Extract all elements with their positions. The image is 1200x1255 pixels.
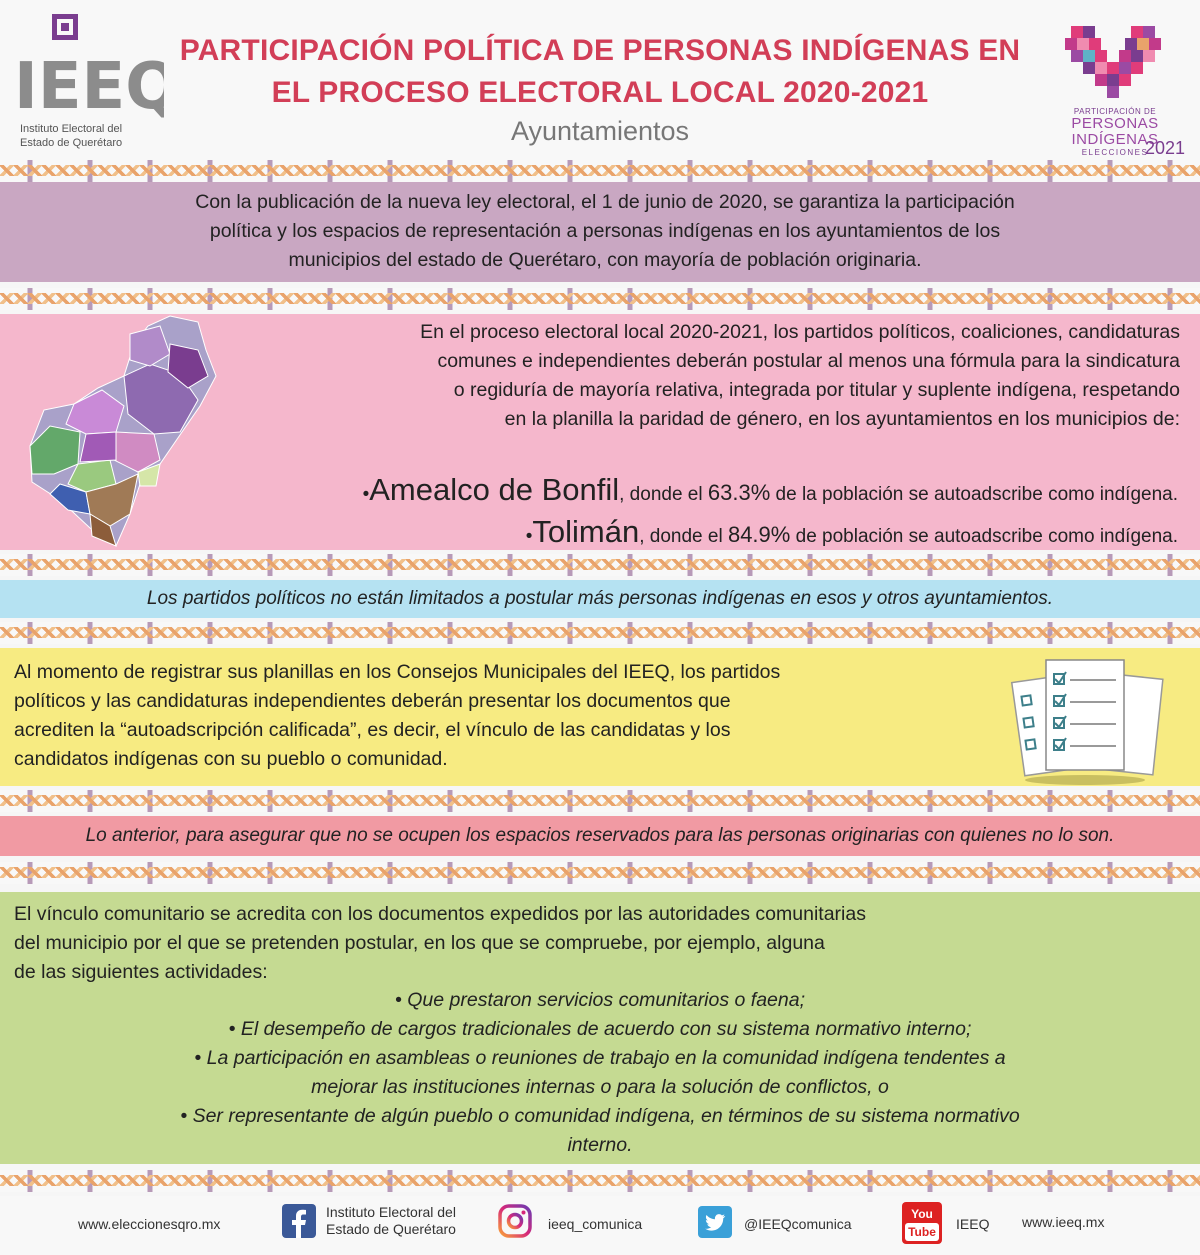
municipality-item: [230, 514, 1178, 550]
community-line1: El vínculo comunitario se acredita con los documentos expedidos por las autoridades comunitarias: [14, 903, 866, 925]
pattern-divider: [0, 790, 1200, 812]
register-text: [14, 658, 914, 774]
logo-caption-line2: Estado de Querétaro: [20, 137, 123, 149]
intro-line3: municipios del estado de Querétaro, con mayoría de población originaria.: [288, 249, 922, 271]
youtube-icon-top: You: [911, 1207, 933, 1221]
municipality-name: Tolimán: [532, 514, 640, 549]
queretaro-map-icon: [20, 314, 240, 550]
process-section: [0, 314, 1200, 550]
logo-caption-line1: Instituto Electoral del: [20, 123, 123, 135]
list-item: mejorar las instituciones internas o para la solución de conflictos, o: [311, 1076, 889, 1098]
list-item: • El desempeño de cargos tradicionales de acuerdo con su sistema normativo interno;: [228, 1018, 972, 1040]
community-section: [0, 892, 1200, 1164]
municipality-pre: , donde el: [619, 484, 708, 505]
intro-line2: política y los espacios de representación a personas indígenas en los ayuntamientos de los: [209, 220, 1001, 242]
community-intro: [14, 900, 1014, 987]
municipality-post: de población se autoadscribe como indígena.: [790, 526, 1178, 547]
website-link-elecciones[interactable]: www.eleccionesqro.mx: [78, 1216, 221, 1232]
process-text: [250, 318, 1180, 434]
page-subtitle: Ayuntamientos: [510, 116, 690, 146]
twitter-icon[interactable]: [698, 1206, 732, 1238]
bullet: •: [362, 484, 370, 505]
ieeq-logo: [14, 10, 164, 155]
community-line3: de las siguientes actividades:: [14, 961, 268, 983]
pattern-divider: [0, 288, 1200, 310]
ieeq-logo-icon: [14, 10, 164, 120]
note-section: [0, 580, 1200, 618]
list-item: • Que prestaron servicios comunitarios o faena;: [394, 989, 806, 1011]
elections-logo-line3: ELECCIONES: [1081, 148, 1149, 157]
facebook-link[interactable]: [326, 1204, 456, 1238]
municipality-pre: , donde el: [639, 526, 728, 547]
elections-logo-line2: PERSONAS INDÍGENAS: [1071, 115, 1159, 148]
process-line3: o regiduría de mayoría relativa, integrada por titular y suplente indígena, respetando: [453, 379, 1180, 401]
municipality-percentage: 84.9%: [727, 522, 791, 547]
facebook-icon[interactable]: [282, 1204, 316, 1238]
elections-logo-line1: PARTICIPACIÓN DE: [1073, 107, 1157, 116]
svg-text:IEEQ: IEEQ: [14, 50, 164, 120]
website-link-ieeq[interactable]: www.ieeq.mx: [1022, 1214, 1105, 1230]
pattern-divider: [0, 554, 1200, 576]
intro-text: [100, 188, 1110, 275]
pattern-divider: [0, 1170, 1200, 1192]
municipality-item: [230, 472, 1178, 508]
register-line3: acrediten la “autoadscripción calificada”, es decir, el vínculo de las candidatas y los: [14, 719, 731, 741]
process-line4: en la planilla la paridad de género, en los ayuntamientos en los municipios de:: [504, 408, 1180, 430]
pattern-divider: [0, 622, 1200, 644]
elections-logo-year: 2021: [1144, 138, 1185, 158]
title-line1: PARTICIPACIÓN POLÍTICA DE PERSONAS INDÍGENAS EN: [179, 34, 1021, 67]
note-text: Los partidos políticos no están limitados a postular más personas indígenas en esos y otros ayuntamientos.: [146, 588, 1054, 609]
activities-list: [100, 986, 1100, 1160]
bullet: •: [525, 526, 533, 547]
instagram-icon[interactable]: [498, 1204, 532, 1238]
header: [0, 0, 1200, 160]
process-line2: comunes e independientes deberán postular al menos una fórmula para la sindicatura: [437, 350, 1180, 372]
page-title: [170, 30, 1030, 114]
elections-2021-logo: [1035, 20, 1195, 160]
youtube-icon-bottom: Tube: [905, 1223, 939, 1241]
municipality-post: de la población se autoadscribe como indígena.: [770, 484, 1178, 505]
process-line1: En el proceso electoral local 2020-2021, los partidos políticos, coaliciones, candidaturas: [420, 321, 1180, 343]
instagram-link[interactable]: ieeq_comunica: [548, 1216, 643, 1232]
pattern-divider: [0, 862, 1200, 884]
title-line2: EL PROCESO ELECTORAL LOCAL 2020-2021: [271, 76, 929, 109]
logo-caption: [20, 122, 170, 150]
elections-logo-caption: [1035, 107, 1195, 157]
facebook-line2: Estado de Querétaro: [326, 1221, 456, 1237]
facebook-line1: Instituto Electoral del: [326, 1204, 456, 1220]
list-item: • Ser representante de algún pueblo o comunidad indígena, en términos de su sistema normativo: [180, 1105, 1020, 1127]
mosaic-heart-icon: [1035, 20, 1195, 105]
register-line4: candidatos indígenas con su pueblo o comunidad.: [14, 748, 448, 770]
municipality-percentage: 63.3%: [707, 480, 771, 505]
register-section: [0, 648, 1200, 786]
list-item: • La participación en asambleas o reuniones de trabajo en la comunidad indígena tendentes a: [194, 1047, 1006, 1069]
youtube-icon[interactable]: [902, 1202, 942, 1244]
twitter-link[interactable]: @IEEQcomunica: [744, 1216, 852, 1232]
intro-line1: Con la publicación de la nueva ley electoral, el 1 de junio de 2020, se garantiza la participación: [195, 191, 1015, 213]
warning-text: Lo anterior, para asegurar que no se ocupen los espacios reservados para las personas originarias con quienes no lo son.: [85, 825, 1115, 846]
register-line2: políticos y las candidaturas independientes deberán presentar los documentos que: [14, 690, 731, 712]
footer: [0, 1196, 1200, 1255]
checklist-documents-icon: [1000, 656, 1170, 786]
youtube-link[interactable]: IEEQ: [956, 1216, 990, 1232]
warning-section: [0, 816, 1200, 856]
pattern-divider: [0, 160, 1200, 182]
municipality-name: Amealco de Bonfil: [369, 472, 620, 507]
community-line2: del municipio por el que se pretenden postular, en los que se compruebe, por ejemplo, alguna: [14, 932, 825, 954]
list-item: interno.: [567, 1134, 633, 1156]
intro-section: [0, 182, 1200, 282]
register-line1: Al momento de registrar sus planillas en los Consejos Municipales del IEEQ, los partidos: [14, 661, 781, 683]
